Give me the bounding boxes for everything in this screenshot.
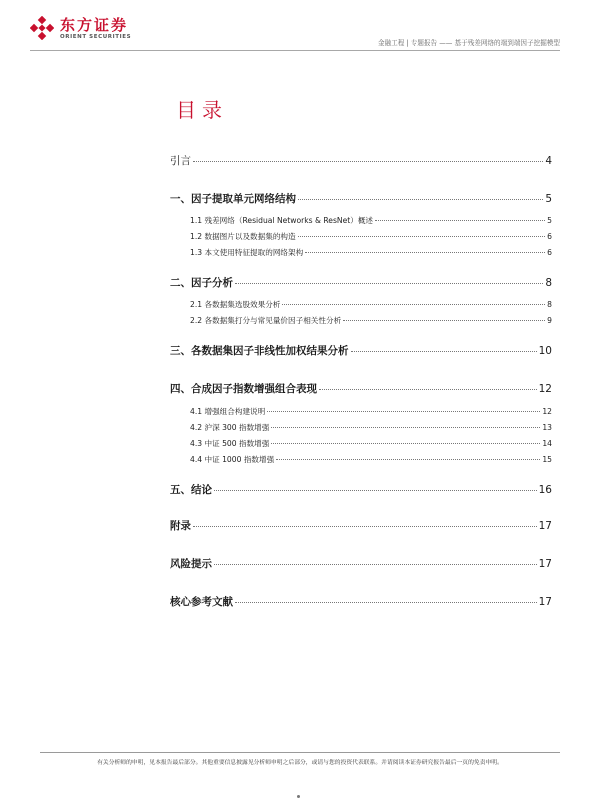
toc-entry-page: 16 <box>538 484 552 496</box>
toc-entry-label: 二、因子分析 <box>170 277 233 289</box>
toc-leader-dots <box>282 304 545 305</box>
toc-entry-label: 4.3 中证 500 指数增强 <box>190 439 270 448</box>
toc-leader-dots <box>298 236 546 237</box>
toc-entry-section-5[interactable] <box>170 482 552 497</box>
toc-leader-dots <box>305 252 545 253</box>
toc-entry-label: 4.1 增强组合构建说明 <box>190 407 266 416</box>
toc-leader-dots <box>276 459 540 460</box>
toc-entry-4-1[interactable] <box>190 406 552 417</box>
toc-entry-label: 三、各数据集因子非线性加权结果分析 <box>170 345 349 357</box>
toc-entry-page: 15 <box>542 455 552 464</box>
toc-entry-label: 1.3 本文使用特征提取的网络架构 <box>190 248 304 257</box>
toc-entry-page: 10 <box>538 345 552 357</box>
toc-entry-label: 4.4 中证 1000 指数增强 <box>190 455 275 464</box>
toc-entry-label: 一、因子提取单元网络结构 <box>170 193 296 205</box>
toc-entry-page: 17 <box>538 558 552 570</box>
toc-leader-dots <box>235 283 543 284</box>
company-logo <box>30 16 131 41</box>
toc-entry-page: 9 <box>547 316 552 325</box>
toc-leader-dots <box>343 320 545 321</box>
toc-leader-dots <box>298 199 543 200</box>
toc-entry-1-3[interactable] <box>190 247 552 258</box>
toc-leader-dots <box>319 389 537 390</box>
logo-chinese-name: 东方证券 <box>60 16 129 34</box>
toc-entry-label: 1.1 残差网络（Residual Networks & ResNet）概述 <box>190 216 374 225</box>
toc-entry-page: 5 <box>547 216 552 225</box>
toc-entry-page: 8 <box>545 277 552 289</box>
toc-entry-page: 12 <box>542 407 552 416</box>
toc-entry-label: 核心参考文献 <box>170 596 233 608</box>
toc-leader-dots <box>271 427 540 428</box>
toc-entry-4-4[interactable] <box>190 454 552 465</box>
toc-entry-1-2[interactable] <box>190 231 552 242</box>
toc-entry-page: 4 <box>545 155 552 167</box>
toc-entry-risk[interactable] <box>170 556 552 571</box>
toc-leader-dots <box>214 490 537 491</box>
toc-entry-appendix[interactable] <box>170 518 552 533</box>
toc-entry-section-2[interactable] <box>170 275 552 290</box>
toc-entry-section-4[interactable] <box>170 381 552 396</box>
toc-leader-dots <box>214 564 537 565</box>
toc-entry-label: 1.2 数据图片以及数据集的构造 <box>190 232 296 241</box>
toc-entry-label: 附录 <box>170 520 191 532</box>
toc-leader-dots <box>193 526 537 527</box>
toc-entry-page: 13 <box>542 423 552 432</box>
toc-title: 目录 <box>176 98 228 122</box>
toc-entry-page: 6 <box>547 232 552 241</box>
toc-entry-page: 8 <box>547 300 552 309</box>
logo-english-name: ORIENT SECURITIES <box>60 34 132 40</box>
toc-entry-label: 风险提示 <box>170 558 212 570</box>
toc-leader-dots <box>235 602 537 603</box>
toc-leader-dots <box>375 220 545 221</box>
page-marker <box>297 795 300 798</box>
toc-entry-page: 12 <box>538 383 552 395</box>
toc-entry-section-1[interactable] <box>170 191 552 206</box>
toc-entry-4-3[interactable] <box>190 438 552 449</box>
toc-entry-label: 四、合成因子指数增强组合表现 <box>170 383 317 395</box>
toc-entry-label: 2.1 各数据集选股效果分析 <box>190 300 281 309</box>
toc-entry-label: 4.2 沪深 300 指数增强 <box>190 423 270 432</box>
toc-entry-page: 5 <box>545 193 552 205</box>
footer-divider <box>40 752 560 753</box>
toc-entry-page: 14 <box>542 439 552 448</box>
header-breadcrumb: 金融工程 | 专题报告 —— 基于残差网络的端到端因子挖掘模型 <box>377 39 560 47</box>
toc-entry-label: 引言 <box>170 155 191 167</box>
toc-entry-1-1[interactable] <box>190 215 552 226</box>
toc-leader-dots <box>193 161 543 162</box>
toc-entry-2-1[interactable] <box>190 299 552 310</box>
header-divider <box>30 50 560 51</box>
toc-entry-section-3[interactable] <box>170 343 552 358</box>
toc-entry-label: 2.2 各数据集打分与常见量价因子相关性分析 <box>190 316 342 325</box>
toc-entry-page: 17 <box>538 520 552 532</box>
toc-leader-dots <box>267 411 540 412</box>
orient-logo-icon <box>30 16 54 40</box>
toc-entry-label: 五、结论 <box>170 484 212 496</box>
toc-entry-2-2[interactable] <box>190 315 552 326</box>
toc-entry-references[interactable] <box>170 594 552 609</box>
toc-entry-page: 6 <box>547 248 552 257</box>
toc-entry-intro[interactable] <box>170 153 552 168</box>
toc-leader-dots <box>351 351 537 352</box>
toc-entry-page: 17 <box>538 596 552 608</box>
toc-entry-4-2[interactable] <box>190 422 552 433</box>
footer-disclaimer: 有关分析师的申明，见本报告最后部分。其他重要信息披露见分析师申明之后部分，或请与您的投资代表联系。并请阅读本证券研究报告最后一页的免责申明。 <box>97 760 503 766</box>
toc-leader-dots <box>271 443 540 444</box>
